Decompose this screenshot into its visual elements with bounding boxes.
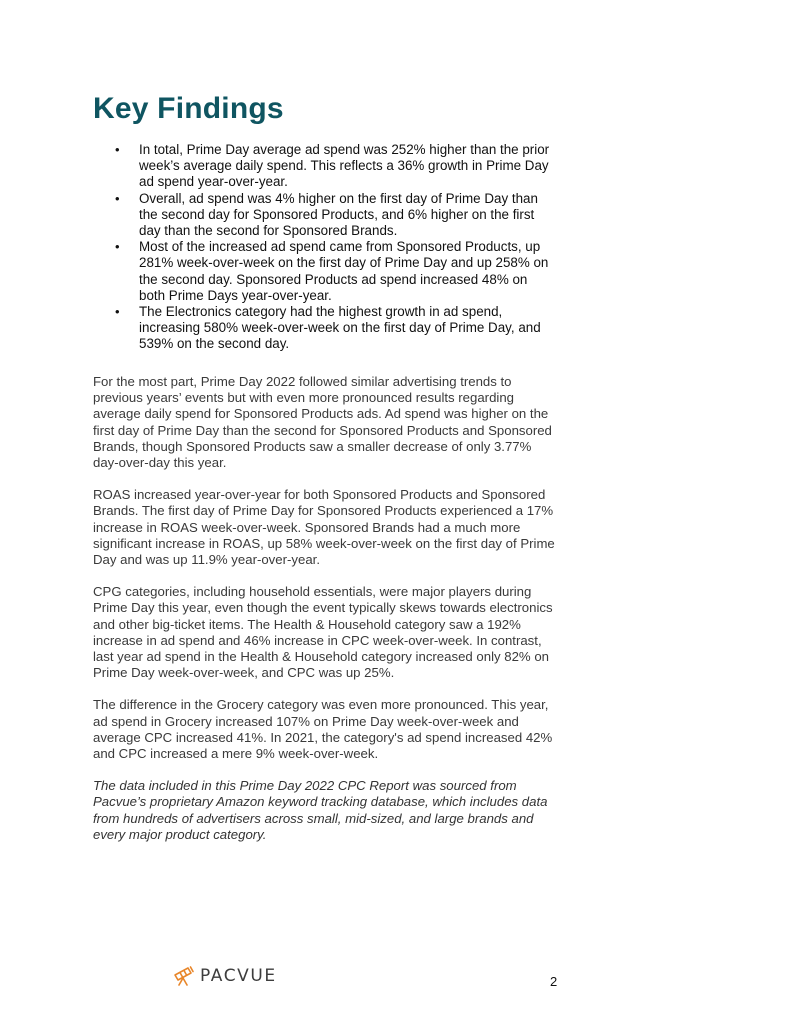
data-source-note: The data included in this Prime Day 2022 CPC Report was sourced from Pacvue’s proprietary Amazon keyword tracking database, which includes data from hundreds of advertisers across small, mid-sized, and large brands and every major product category. [93,778,548,842]
paragraph: The difference in the Grocery category was even more pronounced. This year, ad spend in Grocery increased 107% on Prime Day week-over-week and average CPC increased 41%. In 2021, the category's ad spend increased 42% and CPC increased a mere 9% week-over-week. [93,697,553,762]
bullet-icon: • [115,190,120,206]
bullet-icon: • [115,304,120,320]
bullet-text: Overall, ad spend was 4% higher on the first day of Prime Day than the second day for Sponsored Products, and 6% higher on the first day than the second for Sponsored Brands. [139,190,538,239]
paragraph: For the most part, Prime Day 2022 followed similar advertising trends to previous years’ events but with even more pronounced results regarding average daily spend for Sponsored Products ads. Ad spend was higher on the first day of Prime Day than the second for Sponsored Products and Sponsored Brands, though Sponsored Products saw a smaller decrease of only 3.77% day-over-day this year. [93,374,552,471]
telescope-icon [172,964,196,988]
bullet-text: Most of the increased ad spend came from Sponsored Products, up 281% week-over-week on the first day of Prime Day and up 258% on the second day. Sponsored Products ad spend increased 48% on both Prime Days year-over-year. [139,239,549,303]
page-number: 2 [550,974,558,989]
list-item [112,304,552,353]
page-title: Key Findings [93,92,284,125]
bullet-text: The Electronics category had the highest growth in ad spend, increasing 580% week-over-week on the first day of Prime Day, and 539% on the second day. [139,304,541,352]
list-item [112,142,552,191]
list-item [112,239,552,304]
list-item [112,191,552,240]
logo-text: PACVUE [200,966,277,986]
bullet-icon: • [115,142,120,157]
pacvue-logo [172,963,277,989]
paragraph: ROAS increased year-over-year for both Sponsored Products and Sponsored Brands. The first day of Prime Day for Sponsored Products experienced a 17% increase in ROAS week-over-week. Sponsored Brands had a much more significant increase in ROAS, up 58% week-over-week on the first day of Prime Day and was up 11.9% year-over-year. [93,487,555,568]
body-text [93,374,556,859]
paragraph: CPG categories, including household essentials, were major players during Prime Day this year, even though the event typically skews towards electronics and other big-ticket items. The Health & Household category saw a 192% increase in ad spend and 46% increase in CPC week-over-week. In contrast, last year ad spend in the Health & Household category increased only 82% on Prime Day week-over-week, and CPC was up 25%. [93,584,553,681]
bullet-icon: • [115,239,120,255]
bullet-text: In total, Prime Day average ad spend was 252% higher than the prior week’s average daily spend. This reflects a 36% growth in Prime Day ad spend year-over-year. [139,142,550,190]
key-findings-list [112,142,552,353]
